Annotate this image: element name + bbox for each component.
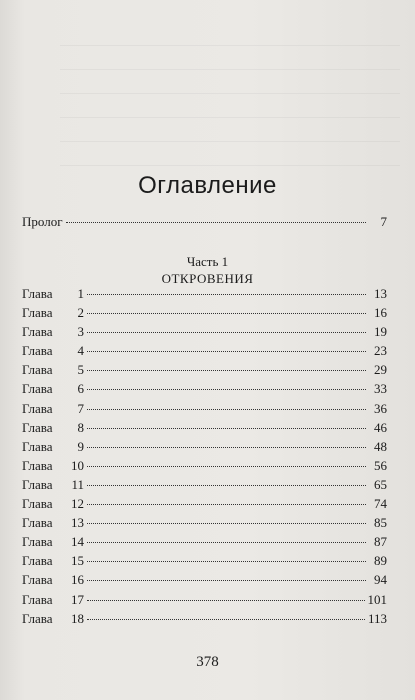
toc-entry-prolog <box>22 214 387 232</box>
chapter-number: 6 <box>77 381 84 397</box>
prolog-page: 7 <box>380 214 387 229</box>
chapter-page: 16 <box>374 305 387 321</box>
toc-entry-chapter <box>22 572 387 591</box>
dot-leader <box>87 523 366 524</box>
toc-entry-chapter <box>22 553 387 572</box>
dot-leader <box>87 580 366 581</box>
chapter-word: Глава <box>22 362 53 378</box>
toc-entry-chapter <box>22 534 387 553</box>
toc-entry-chapter <box>22 420 387 439</box>
toc-entry-chapter <box>22 515 387 534</box>
chapter-number: 13 <box>71 515 84 531</box>
chapter-page: 29 <box>374 362 387 378</box>
dot-leader <box>87 619 365 620</box>
toc-entry-chapter <box>22 592 387 611</box>
toc-entry-chapter <box>22 496 387 515</box>
toc-entry-chapter <box>22 324 387 343</box>
chapter-page: 23 <box>374 343 387 359</box>
dot-leader <box>87 428 366 429</box>
toc-entry-chapter <box>22 401 387 420</box>
chapter-word: Глава <box>22 534 53 550</box>
chapter-number: 12 <box>71 496 84 512</box>
chapter-page: 87 <box>374 534 387 550</box>
dot-leader <box>66 222 366 223</box>
toc-title: Оглавление <box>138 172 277 199</box>
chapter-word: Глава <box>22 515 53 531</box>
part-number: Часть 1 <box>186 254 229 269</box>
dot-leader <box>87 389 366 390</box>
chapter-page: 65 <box>374 476 387 492</box>
chapter-word: Глава <box>22 324 53 340</box>
chapter-page: 101 <box>367 591 387 607</box>
toc-entry-chapter <box>22 439 387 458</box>
toc-entry-chapter <box>22 477 387 496</box>
chapter-number: 10 <box>71 457 84 473</box>
chapter-number: 3 <box>77 324 84 340</box>
prolog-label: Пролог <box>22 214 63 229</box>
chapter-page: 74 <box>374 496 387 512</box>
chapter-word: Глава <box>22 476 53 492</box>
chapter-number: 15 <box>71 553 84 569</box>
dot-leader <box>87 466 366 467</box>
toc-entry-chapter <box>22 343 387 362</box>
chapter-page: 113 <box>367 610 387 626</box>
dot-leader <box>87 332 366 333</box>
dot-leader <box>87 542 366 543</box>
dot-leader <box>87 485 366 486</box>
dot-leader <box>87 294 366 295</box>
chapter-page: 48 <box>374 438 387 454</box>
chapter-number: 4 <box>77 343 84 359</box>
chapter-number: 2 <box>77 305 84 321</box>
chapter-number: 18 <box>71 610 84 626</box>
chapter-number: 17 <box>71 591 84 607</box>
chapter-word: Глава <box>22 286 53 301</box>
chapter-page: 19 <box>374 324 387 340</box>
chapter-page: 85 <box>374 515 387 531</box>
chapter-number: 1 <box>77 286 84 301</box>
chapter-word: Глава <box>22 419 53 435</box>
chapter-page: 46 <box>374 419 387 435</box>
chapter-number: 14 <box>71 534 84 550</box>
chapter-word: Глава <box>22 457 53 473</box>
dot-leader <box>87 409 366 410</box>
page-number: 378 <box>196 654 219 670</box>
chapter-number: 7 <box>77 400 84 416</box>
chapter-word: Глава <box>22 400 53 416</box>
bleed-through-text <box>60 26 400 170</box>
chapter-word: Глава <box>22 610 53 626</box>
dot-leader <box>87 504 366 505</box>
chapter-word: Глава <box>22 343 53 359</box>
chapter-page: 94 <box>374 572 387 588</box>
toc-entry-chapter <box>22 458 387 477</box>
toc-entry-chapter <box>22 305 387 324</box>
dot-leader <box>87 351 366 352</box>
chapter-page: 89 <box>374 553 387 569</box>
chapter-number: 8 <box>77 419 84 435</box>
chapter-word: Глава <box>22 496 53 512</box>
toc-entry-chapter <box>22 362 387 381</box>
chapter-list <box>22 286 387 630</box>
chapter-number: 16 <box>71 572 84 588</box>
part-title: ОТКРОВЕНИЯ <box>161 271 254 286</box>
toc-entry-chapter <box>22 286 387 305</box>
dot-leader <box>87 561 366 562</box>
toc-entry-chapter <box>22 381 387 400</box>
chapter-word: Глава <box>22 305 53 321</box>
chapter-number: 5 <box>77 362 84 378</box>
dot-leader <box>87 600 365 601</box>
chapter-page: 33 <box>374 381 387 397</box>
chapter-page: 13 <box>374 286 387 301</box>
dot-leader <box>87 447 366 448</box>
chapter-word: Глава <box>22 438 53 454</box>
dot-leader <box>87 313 366 314</box>
chapter-page: 56 <box>374 457 387 473</box>
chapter-word: Глава <box>22 591 53 607</box>
chapter-word: Глава <box>22 572 53 588</box>
chapter-number: 9 <box>77 438 84 454</box>
chapter-word: Глава <box>22 553 53 569</box>
chapter-word: Глава <box>22 381 53 397</box>
dot-leader <box>87 370 366 371</box>
toc-entry-chapter <box>22 611 387 630</box>
chapter-number: 11 <box>71 476 84 492</box>
chapter-page: 36 <box>374 400 387 416</box>
